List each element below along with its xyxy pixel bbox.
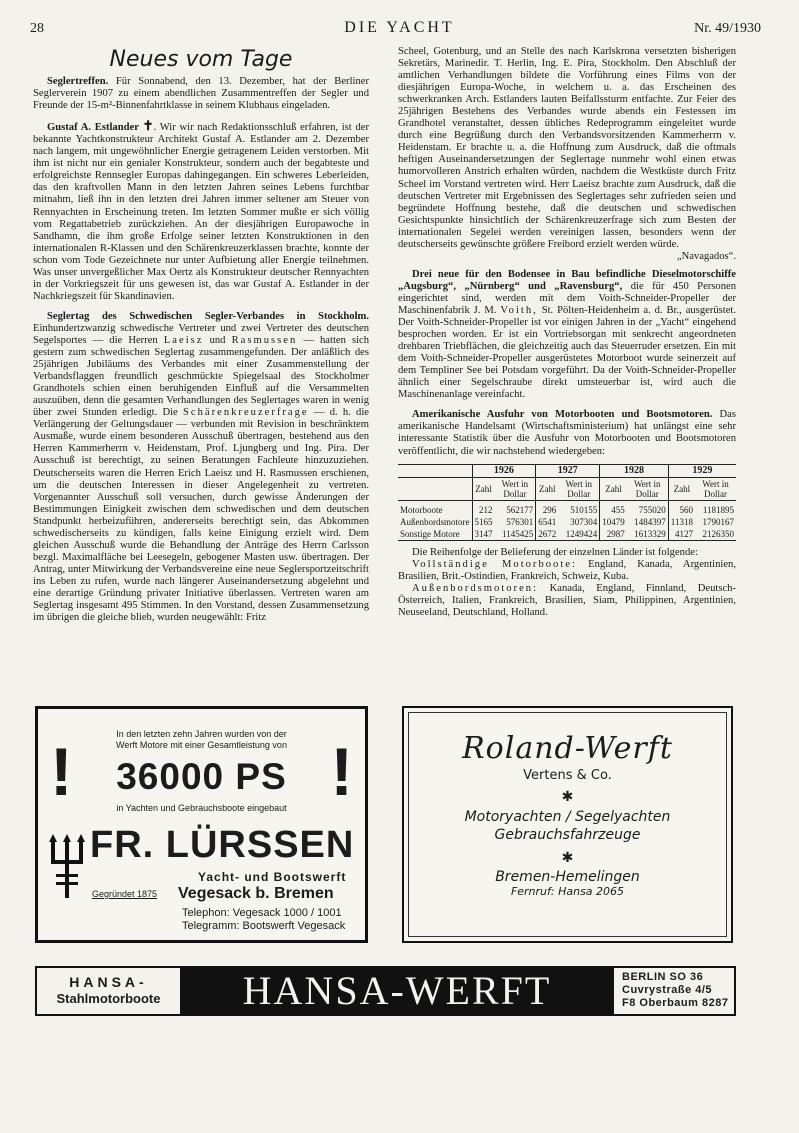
- table-cell: 307304: [570, 516, 598, 527]
- ad-phone: Fernruf: Hansa 2065: [510, 885, 625, 898]
- section-title: Neues vom Tage: [109, 47, 293, 72]
- table-cell: 5165: [472, 516, 495, 528]
- table-cell: 1484397: [634, 516, 666, 527]
- article-bodensee: [398, 263, 736, 402]
- article-heading: Seglertag des Schwedischen Segler-Verbandes in Stockholm.: [47, 310, 369, 322]
- table-corner: [398, 477, 472, 500]
- magazine-title: DIE YACHT: [344, 19, 455, 36]
- country-list-outboard: [398, 583, 736, 619]
- table-cell: 212: [472, 500, 495, 516]
- issue-number: Nr. 49/1930: [694, 21, 761, 36]
- table-row: [398, 528, 736, 541]
- page-header: [0, 0, 799, 40]
- ad-hansa-werft: [35, 966, 736, 1016]
- table-cell: 455: [600, 500, 627, 516]
- ad-roland-werft: [402, 706, 733, 943]
- ad-address-line: BERLIN SO 36: [622, 971, 704, 983]
- article-text: Das amerikanische Handelsamt (Wirtschaftsministerium) hat unlängst eine sehr interessante Statistik über die Ausfuhr von Motorbooten und Bootsmotoren veröffentlicht, die wir nachstehend wiedergeben:: [398, 409, 736, 457]
- article-heading: Gustaf A. Estlander: [47, 122, 139, 134]
- table-cell: 2672: [536, 528, 559, 541]
- ad-inner-frame: [408, 712, 727, 937]
- table-row-label: Außenbordsmotore: [400, 516, 470, 527]
- table-subheader: Zahl: [600, 477, 627, 500]
- table-cell: 1249424: [565, 528, 598, 539]
- ad-company-name: Roland-Werft: [462, 731, 673, 766]
- table-subheader: Wert in Dollar: [558, 477, 600, 500]
- table-row-label: Sonstige Motore: [400, 528, 460, 539]
- article-seglertag: [33, 311, 369, 624]
- ad-text: Werft Motore mit einer Gesamtleistung von: [116, 740, 287, 750]
- table-subheader: Zahl: [472, 477, 495, 500]
- ad-owners: Vertens & Co.: [523, 768, 612, 783]
- left-column: [33, 46, 369, 624]
- table-subheader: Wert in Dollar: [495, 477, 536, 500]
- table-cell: 2987: [600, 528, 627, 541]
- table-cell: 11318: [668, 516, 695, 528]
- article-ausfuhr-cont: [398, 547, 736, 619]
- table-subheader: Zahl: [668, 477, 695, 500]
- table-cell: 1790167: [702, 516, 734, 527]
- ad-headline: 36000 PS: [116, 756, 287, 797]
- exclamation-icon: !: [330, 734, 353, 810]
- ad-phone: F8 Oberbaum 8287: [622, 997, 729, 1009]
- star-icon: ✱: [561, 790, 574, 805]
- page-number: 28: [30, 21, 44, 36]
- article-text: St. Pölten-Heidenheim a. d. Br., ausgerüstet. Der Voith-Schneider-Propeller ist vor einigen Jahren in der „Yacht“ eingehend besprochen worden. Er ist ein Vortriebsorgan mit senkrecht angeordneten drehbaren Triebflächen, die gleichzeitig auch das Steuerruder ersetzen. Ein mit dem Voith-Schneider-Propeller ausgerüstetes Motorboot wurde seinerzeit auf dem Templiner See bei Potsdam vorgeführt. Da der Voith-Schneider-Propeller ähnlich einer Segelschraube direkt umsteuerbar ist, wird auch die Maschinenanlage vereinfacht.: [398, 304, 737, 401]
- ad-location: Vegesack b. Bremen: [178, 885, 334, 902]
- ad-telegram: Telegramm: Bootswerft Vegesack: [182, 920, 346, 932]
- trident-logo-icon: [46, 834, 88, 900]
- ad-company-name: FR. LÜRSSEN: [90, 824, 355, 866]
- table-cell: 560: [668, 500, 695, 516]
- right-column: [398, 46, 736, 619]
- list-heading: Vollständige Motorboote:: [412, 558, 577, 570]
- article-heading: Amerikanische Ausfuhr von Motorbooten und Bootsmotoren.: [412, 409, 713, 421]
- ad-phone: Telephon: Vegesack 1000 / 1001: [182, 907, 342, 919]
- article-text: Wir wir nach Redaktionsschluß erfahren, ist der bekannte Yachtkonstrukteur Architekt Gustaf A. Estlander am 2. Dezember nach langem, mit ungewöhnlicher Energie getragenem Leiden verstorben. Mit ihm ist nicht nur ein genialer Konstrukteur, sondern auch der begabteste und erfolgreichste Rennsegler Europas dahingegangen. Ein schweres Leberleiden, das den kraftvollen Mann in den letzten Jahren seines Lebens furchtbar mitnahm, ließ ihn in den letzten drei Jahren immer seltener am Steuer von Rennyachten in Erscheinung treten. Im letzten Sommer mußte er sich völlig vom Regattabetrieb zurückziehen. An der diesjährigen Europawoche in Sandhamn, die ihm große Erfolge seiner letzten Konstruktionen in den internationalen R-Klassen und den Schärenkreuzerklassen brachte, konnte der schon vom Tode Gezeichnete nur unter Aufbietung aller Energie teilnehmen. Was unser unvergeßlicher Max Oertz als Konstrukteur deutscher Rennyachten in der Vorkriegszeit für uns gewesen ist, das war Gustaf A. Estlander in der Nachkriegszeit für Skandinavien.: [33, 122, 369, 302]
- article-seglertreffen: [33, 76, 369, 112]
- table-subheader-row: [398, 477, 736, 500]
- table-year: 1928: [600, 464, 669, 477]
- list-heading: Außenbordsmotoren:: [412, 582, 539, 594]
- table-subheader: Wert in Dollar: [695, 477, 736, 500]
- article-text: — hatten sich gestern zum schwedischen Seglertag zusammengefunden. Der anläßlich des 25jährigen Jubiläums des Verbandes mit einer Zusammenstellung der Verbandsflaggen freundlich geschmückte Spiegelsaal des Stockholmer Grandhotels schien einen beruhigenden Einfluß auf die Versammelten auszuüben, denn die gesamten Verhandlungen des Seglertages waren in wenig über zwei Stunden erledigt. Die: [33, 334, 370, 419]
- export-table: [398, 464, 736, 541]
- article-text: Die Reihenfolge der Belieferung der einzelnen Länder ist folgende:: [412, 546, 698, 558]
- ad-text: In den letzten zehn Jahren wurden von der: [116, 729, 287, 739]
- table-cell: 576301: [506, 516, 534, 527]
- table-subheader: Wert in Dollar: [627, 477, 669, 500]
- ad-service: Motoryachten / Segelyachten: [464, 809, 671, 825]
- ad-brand: HANSA-: [69, 974, 148, 990]
- article-estlander: Gustaf A. Estlander ✝. Wir wir nach Redaktionsschluß erfahren, ist der bekannte Yachtkonstrukteur Architekt Gustaf A. Estlander am 2. Dezember nach langem, mit ungewöhnlicher Energie getragenem Leiden verstorben. Mit ihm ist nicht nur ein genialer Konstrukteur, sondern auch der begabteste und erfolgreichste Rennsegler Europas dahingegangen. Ein schweres Leberleiden, das den kraftvollen Mann in den letzten Jahren seines Lebens furchtbar mitnahm, ließ ihn in den letzten drei Jahren immer seltener am Steuer von Rennyachten in Erscheinung treten. Im letzten Sommer mußte er sich völlig vom Regattabetrieb zurückziehen. An der diesjährigen Europawoche in Sandhamn, die ihm große Erfolge seiner letzten Konstruktionen in den internationalen R-Klassen und den Schärenkreuzerklassen brachte, konnte der schon vom Tode Gezeichnete nur unter Aufbietung aller Energie teilnehmen. Was unser unvergeßlicher Max Oertz als Konstrukteur deutscher Rennyachten in der Vorkriegszeit für uns gewesen ist, das war Gustaf A. Estlander in der Nachkriegszeit für Skandinavien.: [33, 118, 369, 302]
- table-cell: 296: [536, 500, 559, 516]
- article-text: Für Sonnabend, den 13. Dezember, hat der Berliner Seglerverein 1907 zu einem abendlichen Zusammentreffen der Segler und Freunde der 15-m²-Binnenfahrtklasse in seinem Klubhaus eingeladen.: [33, 76, 369, 112]
- ad-address: [614, 968, 734, 1014]
- table-year-row: [398, 464, 736, 477]
- ad-text: in Yachten und Gebrauchsboote eingebaut: [116, 803, 287, 813]
- article-ausfuhr: [398, 409, 736, 457]
- exclamation-icon: !: [50, 734, 73, 810]
- list-text: Kanada, England, Finnland, Deutsch-Österreich, Italien, Frankreich, Brasilien, Siam, Philippinen, Argentinien, Neuseeland, Deutschland, Holland.: [398, 582, 736, 618]
- table-corner: [398, 464, 472, 477]
- table-cell: 2126350: [702, 528, 734, 539]
- table-cell: 6541: [536, 516, 559, 528]
- ad-company-name: HANSA-WERFT: [180, 968, 614, 1014]
- ad-location: Bremen-Hemelingen: [495, 869, 640, 885]
- ad-company-sub: Yacht- und Bootswerft: [198, 870, 347, 884]
- table-year: 1927: [536, 464, 600, 477]
- table-cell: 4127: [668, 528, 695, 541]
- ad-product: Stahlmotorboote: [56, 991, 161, 1006]
- article-text: Scheel, Gotenburg, und an Stelle des nach Karlskrona versetzten bisherigen Sekretärs, Marinedir. T. Herlin, Ing. E. Pira, Stockholm. Den Abschluß der amtlichen Verhandlungen bildete die Vorführung eines Films von der diesjährigen Europa-Woche, in welchem u. a. das Erscheinen des schwerkranken Arch. Estlanders lauten Beifallssturm entfachte. Zur Feier des 25jährigen Bestehens des Verbandes wurde abends ein Festessen im Grandhotel veranstaltet, dessen übliches Redeprogramm eingeleitet wurde durch eine Begrüßung durch den Verbandsvorsitzenden Kammerherrn v. Heidenstam. Er brachte u. a. die Hoffnung zum Ausdruck, daß die oftmals heftigen Auseinandersetzungen der Seglertage nunmehr wohl einen etwas humorvolleren Anstrich erhalten würden, nachdem die Westküste durch Fritz Scheel im Vorstand vertreten wird. Herr Laeisz brachte zum Ausdruck, daß die deutschen Vertreter mit Ergebnissen des Seglertages sehr zufrieden seien und begründete Hoffnung bestehe, daß die deutschen und schwedischen Gesichtspunkte hinsichtlich der Schärenkreuzerfrage sich zum Besten der internationalen Segelei werden vereinigen lassen, besonders wenn der deutscherseits gewünschte größere Freibord erzielt werden würde.: [398, 46, 736, 250]
- table-cell: 3147: [472, 528, 495, 541]
- article-signature: „Navagados“.: [676, 250, 736, 262]
- name-laeisz: Laeisz: [163, 334, 204, 346]
- article-text: Einhundertzwanzig schwedische Vertreter und zwei Vertreter des deutschen Segelsportes — die Herren: [33, 322, 369, 346]
- cross-icon: ✝: [142, 118, 154, 134]
- ad-luerssen: [35, 706, 368, 943]
- list-text: England, Kanada, Argentinien, Brasilien, Brit.-Ostindien, Frankreich, Schweiz, Kuba.: [398, 558, 736, 582]
- table-cell: 1145425: [502, 528, 534, 539]
- name-rasmussen: Rasmussen: [231, 334, 298, 346]
- ad-hansa-left: [37, 968, 180, 1014]
- country-list-boats: [398, 559, 736, 583]
- ad-founded: Gegründet 1875: [92, 889, 158, 899]
- ad-service: Gebrauchsfahrzeuge: [494, 827, 641, 843]
- table-row-label: Motorboote: [400, 504, 443, 515]
- article-heading: Drei neue für den Bodensee in Bau befindliche Dieselmotorschiffe „Augsburg“, „Nürnberg“ und „Ravensburg“,: [398, 268, 736, 292]
- table-cell: 1613329: [634, 528, 666, 539]
- ad-contact: [182, 907, 345, 933]
- article-heading: Seglertreffen.: [47, 76, 109, 88]
- table-year: 1926: [472, 464, 536, 477]
- table-row: [398, 500, 736, 516]
- table-cell: 1181895: [702, 504, 734, 515]
- table-subheader: Zahl: [536, 477, 559, 500]
- article-seglertag-cont: [398, 46, 736, 262]
- table-cell: 562177: [506, 504, 534, 515]
- term-schaerenkreuzerfrage: Schärenkreuzerfrage: [183, 407, 309, 419]
- article-text: die für 450 Personen eingerichtet sind, werden mit dem Voith-Schneider-Propeller der Maschinenfabrik J. M.: [398, 280, 737, 316]
- table-year: 1929: [668, 464, 736, 477]
- article-text: — d. h. die Verlängerung der Geltungsdauer — verbunden mit Revision in beschränktem Ausmaße, wurde einem besonderen Ausschuß übertragen, bestehend aus den Herren Kammerherrn v. Heidenstam, Prof. Ljungberg und Ing. Pira. Der Ausschuß ist berechtigt, zu seinen Beratungen Fachleute hinzuzuziehen. Deutscherseits waren die Herren Erich Laeisz und H. Rasmussen erschienen, um die deutschen Interessen in dieser Angelegenheit zu vertreten. Vorgenannter Ausschuß soll versuchen, durch gewisse Änderungen der Bestimmungen Einigkeit zwischen dem schwedischen und dem deutschen Standpunkt herbeizuführen, andererseits berechtigt sein, das Abkommen schwedischerseits zu kündigen, falls keine Einigung erzielt wird. Dem gleichen Ausschuß wurde die Behandlung der Anträge des Herrn Carlsson bezgl. Maximalfläche bei Leesegeln, gebogener Masten usw. übertragen. Der Antrag, unter Mitwirkung der Verbandsvereine eine neue Seglersportzeitschrift ins Leben zu rufen, wurde nach längerer Auseinandersetzung abgelehnt und eine derartige Gründung privater Initiative überlassen. Vertreten waren am Seglertag insgesamt 495 Stimmen. In den Vorstand, dessen Zusammensetzung im übrigen die gleiche blieb, wurden neugewählt: Fritz: [33, 407, 369, 624]
- name-voith: Voith,: [500, 304, 538, 316]
- table-cell: 755020: [638, 504, 666, 515]
- ad-address-line: Cuvrystraße 4/5: [622, 984, 713, 996]
- table-row: [398, 516, 736, 528]
- article-text: und: [209, 334, 226, 346]
- table-cell: 10479: [600, 516, 627, 528]
- table-cell: 510155: [570, 504, 598, 515]
- star-icon: ✱: [561, 851, 574, 866]
